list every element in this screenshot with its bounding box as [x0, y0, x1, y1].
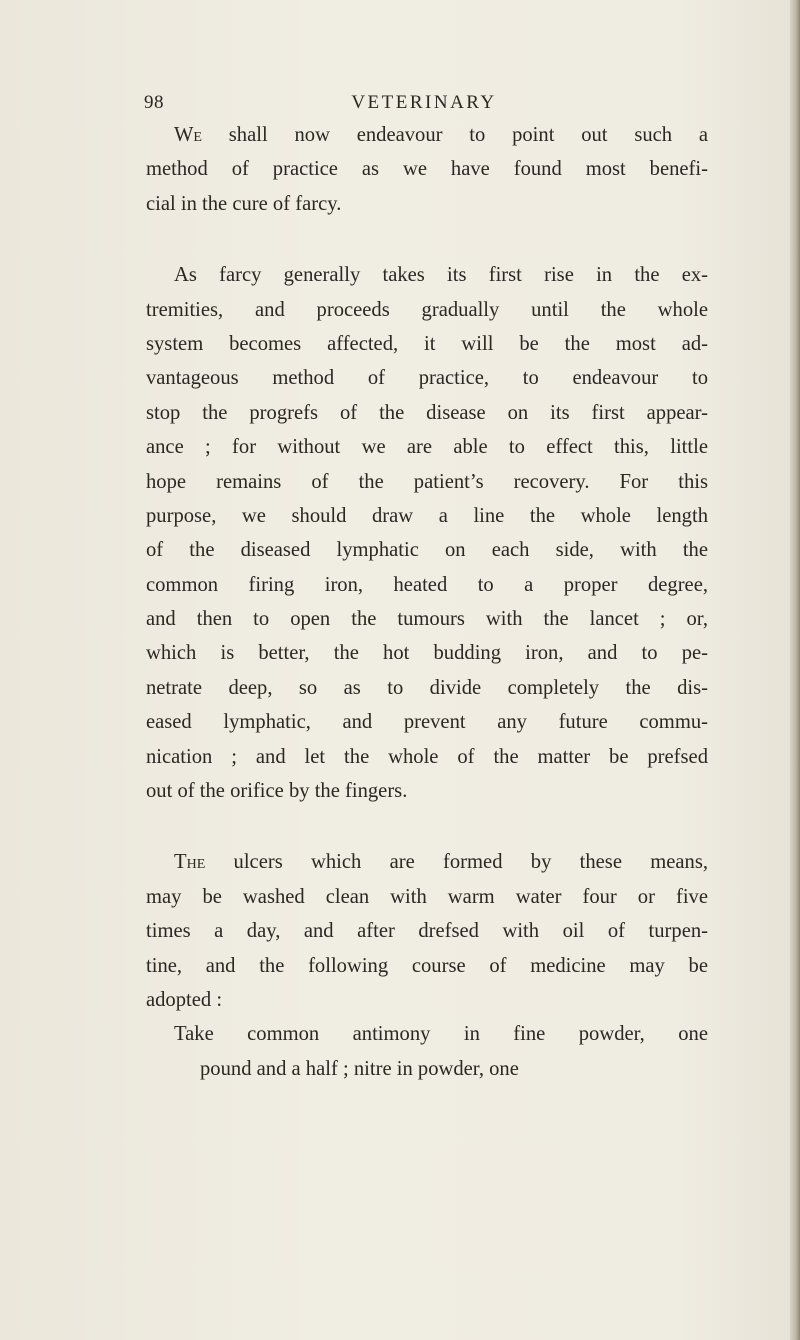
text-line: common firing iron, heated to a proper degree,: [146, 573, 708, 596]
text-line: method of practice as we have found most benefi-: [146, 158, 708, 181]
text-line: and then to open the tumours with the lancet ; or,: [146, 608, 708, 631]
text-line: adopted :: [146, 988, 223, 1011]
text-line: Take common antimony in fine powder, one: [174, 1023, 708, 1046]
text-line: system becomes affected, it will be the most ad-: [146, 332, 708, 355]
page-number: 98: [144, 92, 164, 113]
text-line: The ulcers which are formed by these means,: [174, 851, 708, 874]
text-line: As farcy generally takes its first rise in the ex-: [174, 264, 708, 287]
text-line: of the diseased lymphatic on each side, with the: [146, 539, 708, 562]
text-line: may be washed clean with warm water four or five: [146, 885, 708, 908]
text-line: netrate deep, so as to divide completely the dis-: [146, 676, 708, 699]
text-line: tine, and the following course of medicine may be: [146, 954, 708, 977]
drop-word: The: [174, 851, 206, 874]
text-line: which is better, the hot budding iron, and to pe-: [146, 642, 708, 665]
body-text: [146, 118, 708, 1086]
drop-word: We: [174, 124, 202, 146]
text-line: nication ; and let the whole of the matter be prefsed: [146, 745, 708, 768]
page-edge-shadow: [790, 0, 800, 1340]
text-line: tremities, and proceeds gradually until the whole: [146, 298, 708, 321]
text-line: pound and a half ; nitre in powder, one: [200, 1057, 519, 1080]
text-line: times a day, and after drefsed with oil of turpen-: [146, 920, 708, 943]
text-line: ance ; for without we are able to effect this, little: [146, 436, 708, 459]
text-line: eased lymphatic, and prevent any future commu-: [146, 711, 708, 734]
text-line: purpose, we should draw a line the whole length: [146, 504, 708, 527]
text-line: vantageous method of practice, to endeavour to: [146, 367, 708, 390]
text-line: out of the orifice by the fingers.: [146, 780, 408, 803]
text-line: stop the progrefs of the disease on its first appear-: [146, 401, 708, 424]
paragraph-gap: [146, 221, 708, 258]
text-line: cial in the cure of farcy.: [146, 192, 342, 215]
paragraph-gap: [146, 808, 708, 845]
text-line: We shall now endeavour to point out such a: [174, 124, 708, 146]
running-head: VETERINARY: [351, 92, 497, 113]
text-line: hope remains of the patient’s recovery. For this: [146, 470, 708, 493]
